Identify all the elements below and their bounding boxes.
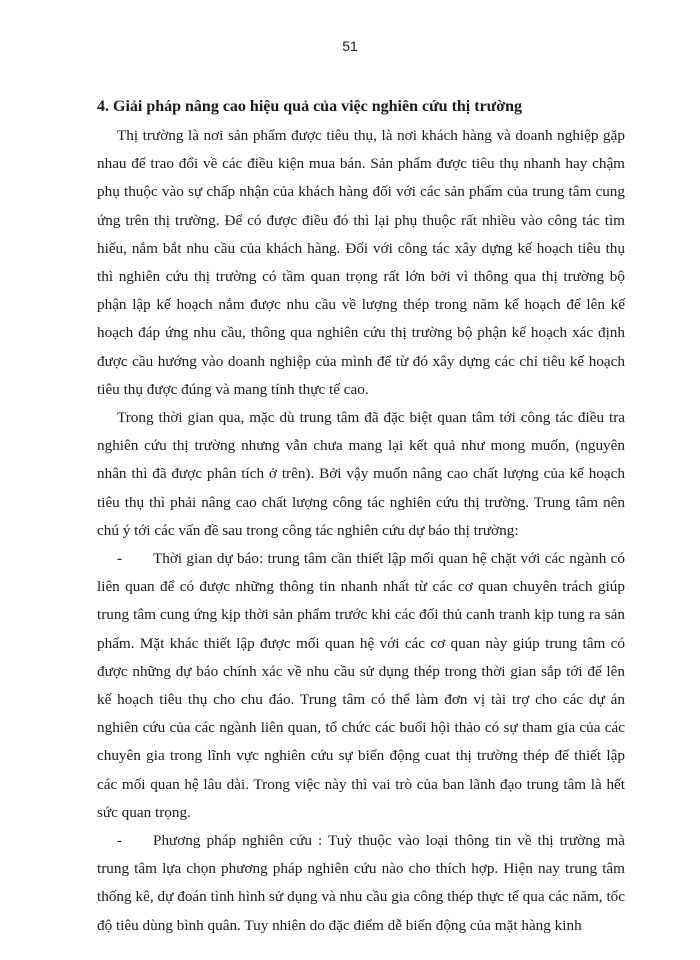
bullet-dash: -	[117, 550, 123, 568]
bullet-text: Thời gian dự báo: trung tâm cần thiết lập mối quan hệ chặt với các ngành có liên quan để có được những thông tin nhanh nhất từ các cơ quan chuyên trách giúp trung tâm cung ứng kịp thời sản phẩm trước khi các đối thủ canh tranh kịp tung ra sản phẩm. Mặt khác thiết lập được mối quan hệ với các cơ quan này giúp trung tâm có được những dự báo chính xác về nhu cầu sử dụng thép trong thời gian sắp tới để lên kế hoạch tiêu thụ cho chu đáo. Trung tâm có thể làm đơn vị tài trợ cho các dự án nghiên cứu của các ngành liên quan, tổ chức các buổi hội thảo có sự tham gia của các chuyên gia trong lĩnh vực nghiên cứu sự biến động cuat thị trường thép để thiết lập các mối quan hệ lâu dài. Trong việc này thì vai trò của ban lãnh đạo trung tâm là hết sức quan trọng.	[97, 550, 625, 821]
bullet-text: Phương pháp nghiên cứu : Tuỳ thuộc vào loại thông tin về thị trường mà trung tâm lựa chọn phương pháp nghiên cứu nào cho thích hợp. Hiện nay trung tâm thống kê, dự đoán tình hình sử dụng và nhu cầu gia công thép thực tế qua các năm, tốc độ tiêu dùng bình quân. Tuy nhiên do đặc điểm dễ biến động của mặt hàng kinh	[97, 832, 625, 934]
document-body	[97, 96, 625, 940]
bullet-dash: -	[117, 832, 123, 850]
page-number: 51	[342, 38, 358, 54]
paragraph-market-role: Thị trường là nơi sản phẩm được tiêu thụ, là nơi khách hàng và doanh nghiệp gặp nhau để trao đổi về các điều kiện mua bán. Sản phẩm được tiêu thụ nhanh hay chậm phụ thuộc vào sự chấp nhận của khách hàng đối với các sản phẩm của trung tâm cung ứng trên thị trường. Để có được điều đó thì lại phụ thuộc rất nhiều vào công tác tìm hiểu, nắm bắt nhu cầu của khách hàng. Đối với công tác xây dựng kế hoạch tiêu thụ thì nghiên cứu thị trường có tầm quan trọng rất lớn bởi vì thông qua thị trường bộ phận lập kế hoạch nắm được nhu cầu về lượng thép trong năm kế hoạch để lên kế hoạch đáp ứng nhu cầu, thông qua nghiên cứu thị trường bộ phận kế hoạch xác định được cầu hướng vào doanh nghiệp của mình để từ đó xây dựng các chỉ tiêu kế hoạch tiêu thụ được đúng và mang tính thực tế cao.	[97, 127, 625, 398]
bullet-research-method	[97, 827, 625, 940]
paragraph-research-issues: Trong thời gian qua, mặc dù trung tâm đã đặc biệt quan tâm tới công tác điều tra nghiên cứu thị trường nhưng vẫn chưa mang lại kết quả như mong muốn, (nguyên nhân thì đã được phân tích ở trên). Bởi vậy muốn nâng cao chất lượng của kế hoạch tiêu thụ thì phải nâng cao chất lượng công tác nghiên cứu thị trường. Trung tâm nên chú ý tới các vấn đề sau trong công tác nghiên cứu dự báo thị trường:	[97, 409, 625, 539]
bullet-forecast-time	[97, 545, 625, 827]
section-heading: 4. Giải pháp nâng cao hiệu quả của việc nghiên cứu thị trường	[97, 98, 523, 115]
